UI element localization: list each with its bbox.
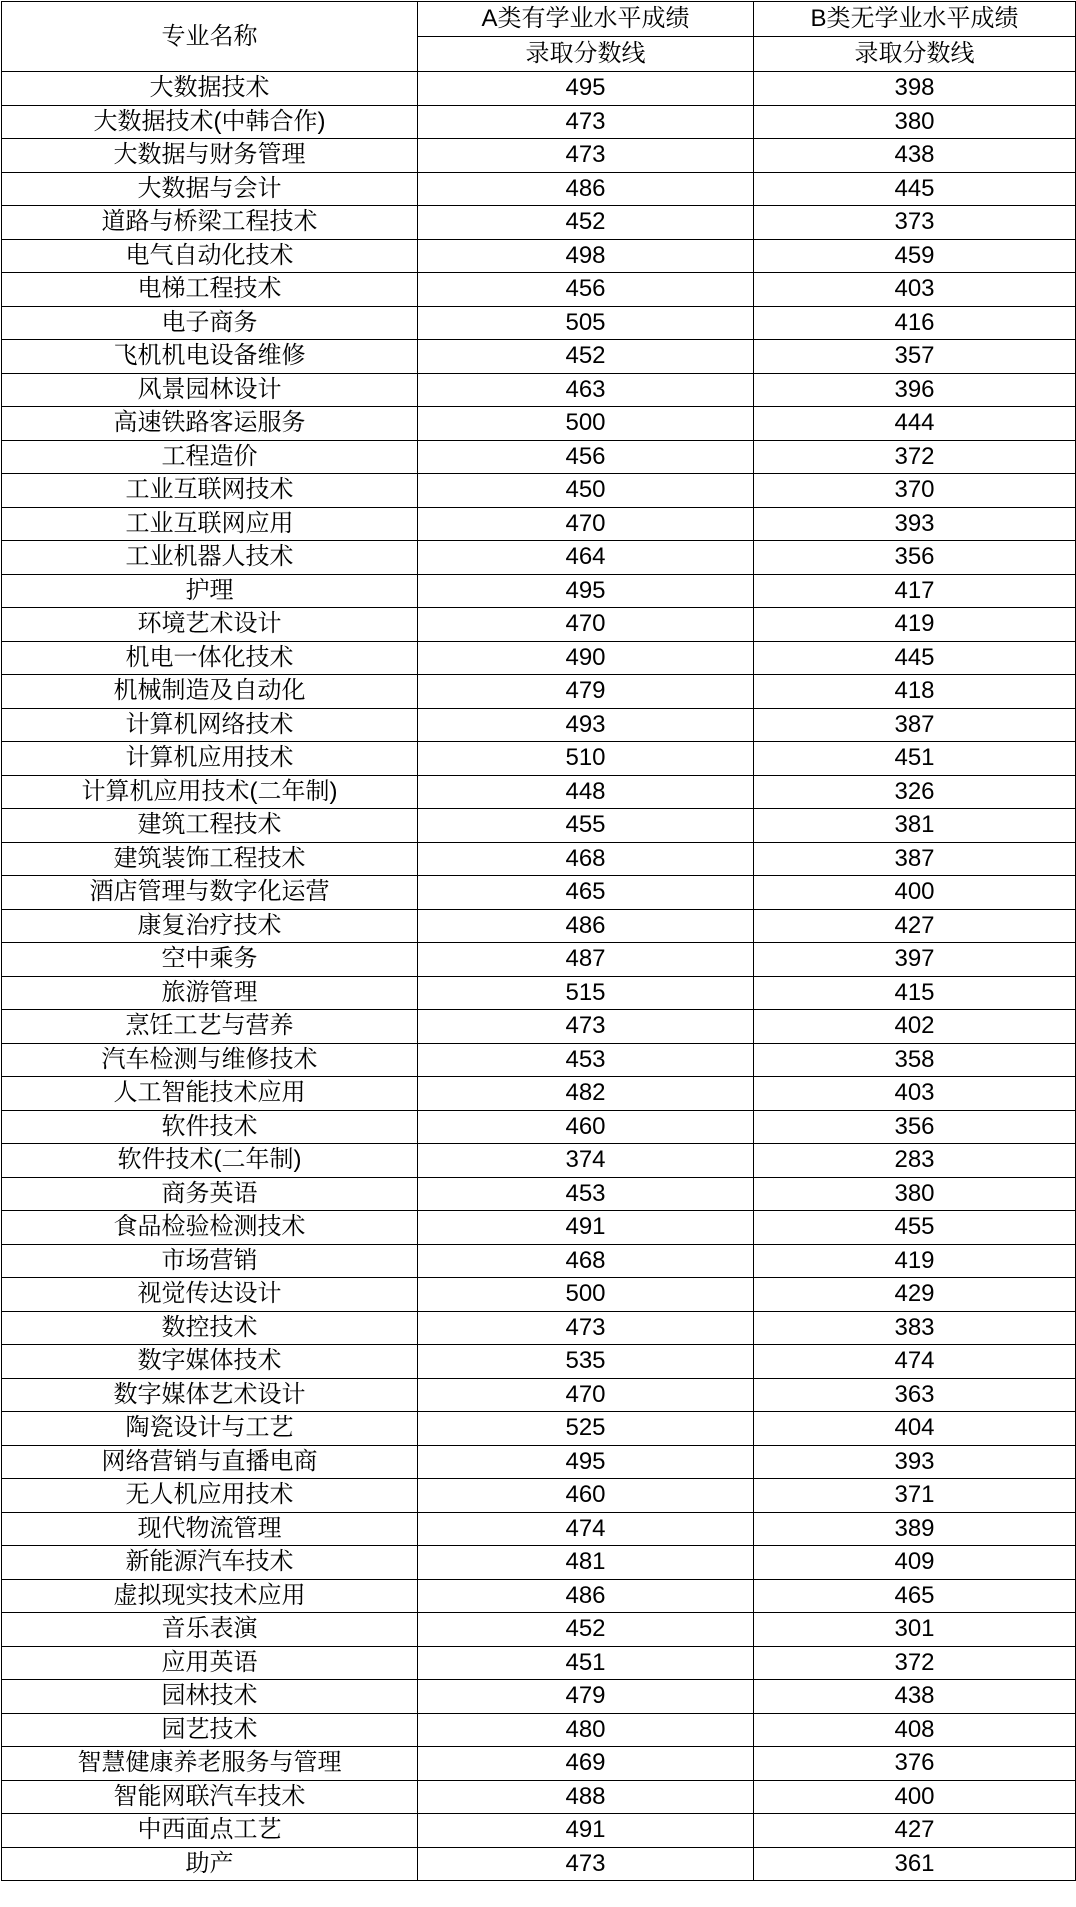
major-name-cell: 机电一体化技术	[2, 641, 418, 675]
table-row	[2, 742, 1076, 776]
class-b-score-cell: 445	[754, 172, 1076, 206]
table-row	[2, 306, 1076, 340]
class-b-score-cell: 416	[754, 306, 1076, 340]
table-row	[2, 809, 1076, 843]
table-header	[2, 2, 1076, 72]
table-row	[2, 1110, 1076, 1144]
table-row	[2, 1479, 1076, 1513]
class-a-score-cell: 495	[418, 574, 754, 608]
major-name-cell: 道路与桥梁工程技术	[2, 206, 418, 240]
class-a-score-cell: 510	[418, 742, 754, 776]
table-row	[2, 1345, 1076, 1379]
class-a-score-cell: 456	[418, 273, 754, 307]
class-b-score-cell: 301	[754, 1613, 1076, 1647]
header-major-name: 专业名称	[2, 2, 418, 72]
class-b-score-cell: 404	[754, 1412, 1076, 1446]
major-name-cell: 大数据与财务管理	[2, 139, 418, 173]
major-name-cell: 新能源汽车技术	[2, 1546, 418, 1580]
class-b-score-cell: 387	[754, 842, 1076, 876]
table-row	[2, 608, 1076, 642]
class-b-score-cell: 459	[754, 239, 1076, 273]
class-b-score-cell: 356	[754, 1110, 1076, 1144]
class-a-score-cell: 460	[418, 1479, 754, 1513]
class-a-score-cell: 451	[418, 1646, 754, 1680]
class-a-score-cell: 535	[418, 1345, 754, 1379]
major-name-cell: 大数据与会计	[2, 172, 418, 206]
header-class-a-title: A类有学业水平成绩	[418, 2, 754, 37]
class-b-score-cell: 356	[754, 541, 1076, 575]
class-a-score-cell: 469	[418, 1747, 754, 1781]
class-a-score-cell: 500	[418, 1278, 754, 1312]
table-row	[2, 1546, 1076, 1580]
class-a-score-cell: 486	[418, 1579, 754, 1613]
class-a-score-cell: 468	[418, 842, 754, 876]
table-row	[2, 1244, 1076, 1278]
class-a-score-cell: 453	[418, 1177, 754, 1211]
major-name-cell: 市场营销	[2, 1244, 418, 1278]
class-b-score-cell: 455	[754, 1211, 1076, 1245]
major-name-cell: 建筑装饰工程技术	[2, 842, 418, 876]
table-body	[2, 72, 1076, 1881]
major-name-cell: 无人机应用技术	[2, 1479, 418, 1513]
class-a-score-cell: 465	[418, 876, 754, 910]
major-name-cell: 计算机网络技术	[2, 708, 418, 742]
class-b-score-cell: 417	[754, 574, 1076, 608]
table-row	[2, 574, 1076, 608]
major-name-cell: 空中乘务	[2, 943, 418, 977]
table-row	[2, 1043, 1076, 1077]
class-b-score-cell: 402	[754, 1010, 1076, 1044]
major-name-cell: 数字媒体艺术设计	[2, 1378, 418, 1412]
major-name-cell: 商务英语	[2, 1177, 418, 1211]
table-row	[2, 708, 1076, 742]
major-name-cell: 飞机机电设备维修	[2, 340, 418, 374]
class-a-score-cell: 456	[418, 440, 754, 474]
major-name-cell: 园林技术	[2, 1680, 418, 1714]
major-name-cell: 计算机应用技术(二年制)	[2, 775, 418, 809]
class-a-score-cell: 452	[418, 340, 754, 374]
table-row	[2, 72, 1076, 106]
major-name-cell: 工业机器人技术	[2, 541, 418, 575]
table-row	[2, 1780, 1076, 1814]
major-name-cell: 康复治疗技术	[2, 909, 418, 943]
major-name-cell: 电子商务	[2, 306, 418, 340]
class-b-score-cell: 380	[754, 1177, 1076, 1211]
table-row	[2, 139, 1076, 173]
class-b-score-cell: 372	[754, 1646, 1076, 1680]
table-row	[2, 1378, 1076, 1412]
class-b-score-cell: 397	[754, 943, 1076, 977]
class-b-score-cell: 400	[754, 876, 1076, 910]
class-b-score-cell: 383	[754, 1311, 1076, 1345]
class-a-score-cell: 500	[418, 407, 754, 441]
class-b-score-cell: 393	[754, 507, 1076, 541]
table-row	[2, 1077, 1076, 1111]
table-row	[2, 1144, 1076, 1178]
major-name-cell: 园艺技术	[2, 1713, 418, 1747]
table-row	[2, 172, 1076, 206]
major-name-cell: 大数据技术	[2, 72, 418, 106]
class-a-score-cell: 487	[418, 943, 754, 977]
major-name-cell: 软件技术(二年制)	[2, 1144, 418, 1178]
class-b-score-cell: 372	[754, 440, 1076, 474]
class-b-score-cell: 363	[754, 1378, 1076, 1412]
major-name-cell: 高速铁路客运服务	[2, 407, 418, 441]
table-row	[2, 1311, 1076, 1345]
class-a-score-cell: 470	[418, 1378, 754, 1412]
class-b-score-cell: 419	[754, 608, 1076, 642]
table-row	[2, 1814, 1076, 1848]
class-b-score-cell: 444	[754, 407, 1076, 441]
table-row	[2, 340, 1076, 374]
class-a-score-cell: 495	[418, 1445, 754, 1479]
class-a-score-cell: 480	[418, 1713, 754, 1747]
class-b-score-cell: 371	[754, 1479, 1076, 1513]
table-row	[2, 1747, 1076, 1781]
table-row	[2, 1412, 1076, 1446]
major-name-cell: 建筑工程技术	[2, 809, 418, 843]
class-a-score-cell: 493	[418, 708, 754, 742]
table-row	[2, 273, 1076, 307]
class-a-score-cell: 473	[418, 1847, 754, 1881]
class-a-score-cell: 491	[418, 1211, 754, 1245]
table-row	[2, 943, 1076, 977]
major-name-cell: 智能网联汽车技术	[2, 1780, 418, 1814]
major-name-cell: 中西面点工艺	[2, 1814, 418, 1848]
class-b-score-cell: 419	[754, 1244, 1076, 1278]
table-row	[2, 541, 1076, 575]
class-a-score-cell: 460	[418, 1110, 754, 1144]
major-name-cell: 酒店管理与数字化运营	[2, 876, 418, 910]
major-name-cell: 助产	[2, 1847, 418, 1881]
table-row	[2, 876, 1076, 910]
class-b-score-cell: 415	[754, 976, 1076, 1010]
class-a-score-cell: 450	[418, 474, 754, 508]
class-b-score-cell: 358	[754, 1043, 1076, 1077]
major-name-cell: 数控技术	[2, 1311, 418, 1345]
class-b-score-cell: 396	[754, 373, 1076, 407]
table-row	[2, 1211, 1076, 1245]
class-a-score-cell: 473	[418, 105, 754, 139]
class-b-score-cell: 361	[754, 1847, 1076, 1881]
table-row	[2, 507, 1076, 541]
class-b-score-cell: 370	[754, 474, 1076, 508]
table-row	[2, 1278, 1076, 1312]
class-a-score-cell: 491	[418, 1814, 754, 1848]
class-a-score-cell: 473	[418, 1010, 754, 1044]
class-b-score-cell: 376	[754, 1747, 1076, 1781]
major-name-cell: 计算机应用技术	[2, 742, 418, 776]
class-a-score-cell: 486	[418, 909, 754, 943]
class-a-score-cell: 474	[418, 1512, 754, 1546]
major-name-cell: 汽车检测与维修技术	[2, 1043, 418, 1077]
class-a-score-cell: 374	[418, 1144, 754, 1178]
major-name-cell: 大数据技术(中韩合作)	[2, 105, 418, 139]
class-b-score-cell: 380	[754, 105, 1076, 139]
major-name-cell: 机械制造及自动化	[2, 675, 418, 709]
class-a-score-cell: 463	[418, 373, 754, 407]
class-b-score-cell: 357	[754, 340, 1076, 374]
table-row	[2, 976, 1076, 1010]
major-name-cell: 电梯工程技术	[2, 273, 418, 307]
class-b-score-cell: 283	[754, 1144, 1076, 1178]
class-b-score-cell: 393	[754, 1445, 1076, 1479]
class-a-score-cell: 479	[418, 1680, 754, 1714]
major-name-cell: 工业互联网技术	[2, 474, 418, 508]
header-class-a-subtitle: 录取分数线	[418, 37, 754, 72]
table-row	[2, 474, 1076, 508]
table-row	[2, 842, 1076, 876]
class-b-score-cell: 389	[754, 1512, 1076, 1546]
table-row	[2, 1010, 1076, 1044]
major-name-cell: 环境艺术设计	[2, 608, 418, 642]
class-a-score-cell: 448	[418, 775, 754, 809]
table-row	[2, 1177, 1076, 1211]
class-b-score-cell: 403	[754, 273, 1076, 307]
major-name-cell: 食品检验检测技术	[2, 1211, 418, 1245]
class-b-score-cell: 427	[754, 909, 1076, 943]
class-a-score-cell: 464	[418, 541, 754, 575]
class-b-score-cell: 400	[754, 1780, 1076, 1814]
table-row	[2, 373, 1076, 407]
table-row	[2, 675, 1076, 709]
class-a-score-cell: 452	[418, 1613, 754, 1647]
class-b-score-cell: 409	[754, 1546, 1076, 1580]
major-name-cell: 智慧健康养老服务与管理	[2, 1747, 418, 1781]
class-b-score-cell: 381	[754, 809, 1076, 843]
class-a-score-cell: 481	[418, 1546, 754, 1580]
major-name-cell: 现代物流管理	[2, 1512, 418, 1546]
table-row	[2, 206, 1076, 240]
class-b-score-cell: 403	[754, 1077, 1076, 1111]
class-a-score-cell: 470	[418, 507, 754, 541]
class-a-score-cell: 488	[418, 1780, 754, 1814]
admission-scores-table	[1, 1, 1076, 1881]
class-b-score-cell: 398	[754, 72, 1076, 106]
class-a-score-cell: 498	[418, 239, 754, 273]
major-name-cell: 护理	[2, 574, 418, 608]
major-name-cell: 数字媒体技术	[2, 1345, 418, 1379]
major-name-cell: 视觉传达设计	[2, 1278, 418, 1312]
class-a-score-cell: 479	[418, 675, 754, 709]
table-row	[2, 407, 1076, 441]
class-a-score-cell: 452	[418, 206, 754, 240]
class-a-score-cell: 468	[418, 1244, 754, 1278]
class-b-score-cell: 465	[754, 1579, 1076, 1613]
table-row	[2, 1512, 1076, 1546]
major-name-cell: 工程造价	[2, 440, 418, 474]
class-a-score-cell: 482	[418, 1077, 754, 1111]
major-name-cell: 软件技术	[2, 1110, 418, 1144]
table-row	[2, 909, 1076, 943]
class-a-score-cell: 495	[418, 72, 754, 106]
table-row	[2, 239, 1076, 273]
class-a-score-cell: 486	[418, 172, 754, 206]
class-b-score-cell: 474	[754, 1345, 1076, 1379]
class-a-score-cell: 515	[418, 976, 754, 1010]
class-b-score-cell: 438	[754, 139, 1076, 173]
header-class-b-title: B类无学业水平成绩	[754, 2, 1076, 37]
table-row	[2, 1847, 1076, 1881]
class-b-score-cell: 438	[754, 1680, 1076, 1714]
major-name-cell: 音乐表演	[2, 1613, 418, 1647]
class-b-score-cell: 427	[754, 1814, 1076, 1848]
major-name-cell: 应用英语	[2, 1646, 418, 1680]
class-b-score-cell: 373	[754, 206, 1076, 240]
class-a-score-cell: 505	[418, 306, 754, 340]
major-name-cell: 烹饪工艺与营养	[2, 1010, 418, 1044]
class-b-score-cell: 445	[754, 641, 1076, 675]
table-row	[2, 440, 1076, 474]
class-b-score-cell: 429	[754, 1278, 1076, 1312]
table-row	[2, 1680, 1076, 1714]
class-b-score-cell: 418	[754, 675, 1076, 709]
major-name-cell: 旅游管理	[2, 976, 418, 1010]
table-row	[2, 1646, 1076, 1680]
class-a-score-cell: 525	[418, 1412, 754, 1446]
class-a-score-cell: 455	[418, 809, 754, 843]
major-name-cell: 虚拟现实技术应用	[2, 1579, 418, 1613]
major-name-cell: 工业互联网应用	[2, 507, 418, 541]
major-name-cell: 风景园林设计	[2, 373, 418, 407]
class-b-score-cell: 408	[754, 1713, 1076, 1747]
table-row	[2, 1445, 1076, 1479]
class-b-score-cell: 387	[754, 708, 1076, 742]
major-name-cell: 陶瓷设计与工艺	[2, 1412, 418, 1446]
table-row	[2, 105, 1076, 139]
major-name-cell: 网络营销与直播电商	[2, 1445, 418, 1479]
class-b-score-cell: 326	[754, 775, 1076, 809]
class-a-score-cell: 490	[418, 641, 754, 675]
class-a-score-cell: 473	[418, 139, 754, 173]
major-name-cell: 电气自动化技术	[2, 239, 418, 273]
major-name-cell: 人工智能技术应用	[2, 1077, 418, 1111]
class-a-score-cell: 473	[418, 1311, 754, 1345]
header-class-b-subtitle: 录取分数线	[754, 37, 1076, 72]
table-row	[2, 1613, 1076, 1647]
class-b-score-cell: 451	[754, 742, 1076, 776]
table-row	[2, 1579, 1076, 1613]
table-row	[2, 775, 1076, 809]
table-row	[2, 641, 1076, 675]
class-a-score-cell: 470	[418, 608, 754, 642]
table-row	[2, 1713, 1076, 1747]
class-a-score-cell: 453	[418, 1043, 754, 1077]
